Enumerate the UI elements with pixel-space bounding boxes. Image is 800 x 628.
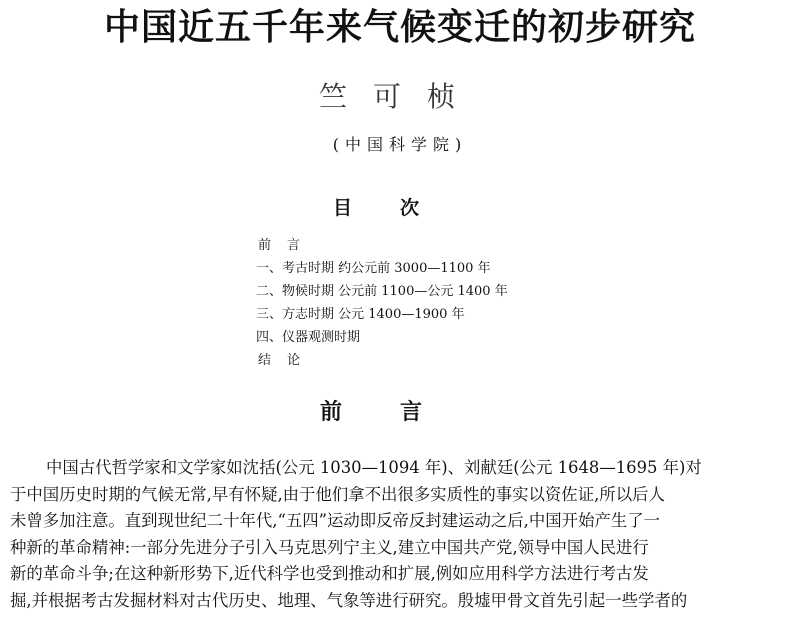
toc-item: 前言 — [258, 238, 317, 253]
table-of-contents — [256, 234, 508, 372]
toc-item: 结论 — [258, 353, 317, 368]
text-line: 中国古代哲学家和文学家如沈括(公元 1030—1094 年)、刘献廷(公元 1648—1695 年)对 — [46, 458, 702, 477]
toc-item: 三、方志时期 公元 1400—1900 年 — [256, 307, 465, 322]
toc-item: 四、仪器观测时期 — [256, 330, 361, 345]
section-heading: 前言 — [319, 400, 480, 425]
text-line: 于中国历史时期的气候无常,早有怀疑,由于他们拿不出很多实质性的事实以资佐证,所以后人 — [10, 484, 665, 504]
toc-item: 二、物候时期 公元前 1100—公元 1400 年 — [256, 284, 508, 299]
text-line: 新的革命斗争;在这种新形势下,近代科学也受到推动和扩展,例如应用科学方法进行考古发 — [10, 564, 649, 583]
author-name: 竺可桢 — [318, 80, 481, 113]
text-line: 掘,并根据考古发掘材料对古代历史、地理、气象等进行研究。殷墟甲骨文首先引起一些学者的 — [10, 590, 688, 610]
author-affiliation: (中国科学院) — [332, 135, 468, 154]
text-line: 种新的革命精神:一部分先进分子引入马克思列宁主义,建立中国共产党,领导中国人民进行 — [10, 537, 649, 557]
toc-heading: 目次 — [332, 197, 467, 219]
body-paragraph — [10, 455, 790, 614]
text-line: 未曾多加注意。直到现世纪二十年代,“五四”运动即反帝反封建运动之后,中国开始产生了一 — [10, 511, 661, 530]
paper-title: 中国近五千年来气候变迁的初步研究 — [103, 7, 696, 48]
toc-item: 一、考古时期 约公元前 3000—1100 年 — [256, 261, 491, 276]
